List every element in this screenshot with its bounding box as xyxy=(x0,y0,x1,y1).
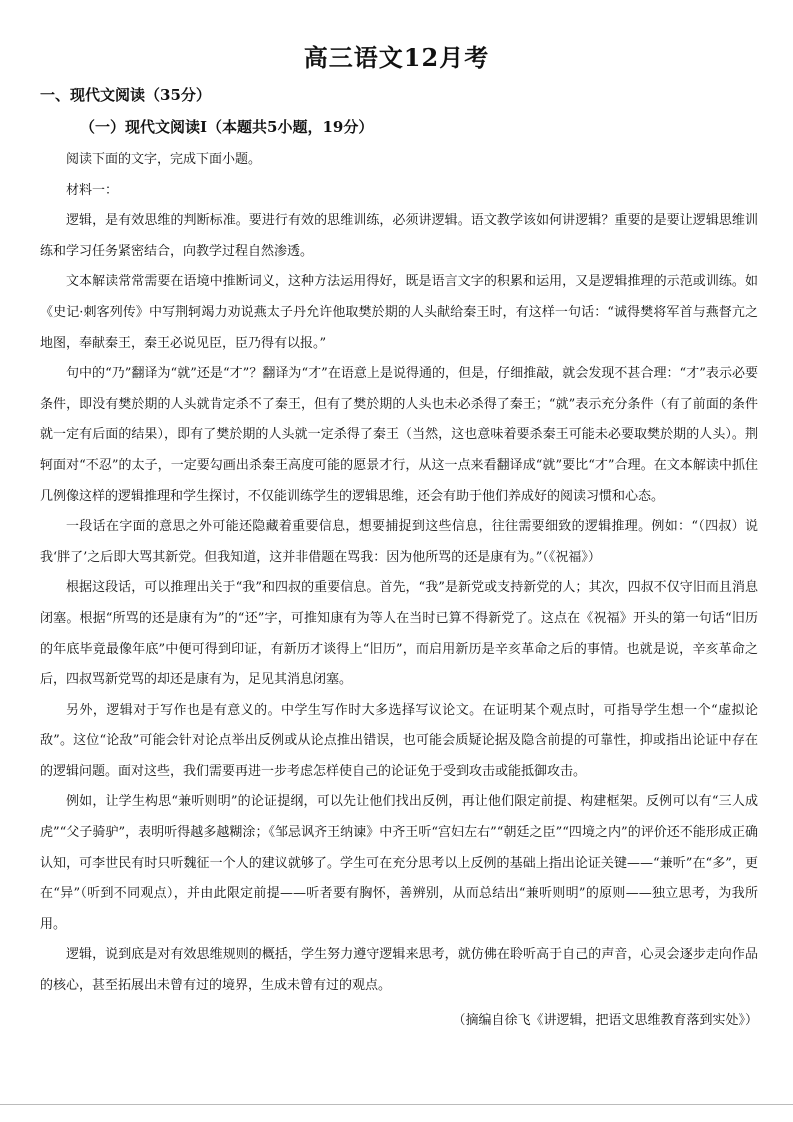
paragraph-4: 一段话在字面的意思之外可能还隐藏着重要信息，想要捕捉到这些信息，往往需要细致的逻辑推理。例如：“（四叔）说我‘胖了’之后即大骂其新党。但我知道，这并非借题在骂我：因为他所骂的还是康有为。”（《祝福》） xyxy=(40,519,758,565)
page-title: 高三语文12月考 xyxy=(303,43,490,72)
reading-passage xyxy=(40,145,758,1036)
footer-divider xyxy=(0,1104,793,1105)
paragraph-7: 例如，让学生构思“兼听则明”的论证提纲，可以先让他们找出反例，再让他们限定前提、构建框架。反例可以有“三人成虎”“父子骑驴”，表明听得越多越糊涂；《邹忌讽齐王纳谏》中齐王听“宫妇左右”“朝廷之臣”“四境之内”的评价还不能形成正确认知，可李世民有时只听魏征一个人的建议就够了。学生可在充分思考以上反例的基础上指出论证关键——“兼听”在“多”，更在“异”（听到不同观点），并由此限定前提——听者要有胸怀，善辨别，从而总结出“兼听则明”的原则——独立思考，为我所用。 xyxy=(40,794,758,932)
paragraph-2: 文本解读常常需要在语境中推断词义，这种方法运用得好，既是语言文字的积累和运用，又是逻辑推理的示范或训练。如《史记·刺客列传》中写荆轲竭力劝说燕太子丹允许他取樊於期的人头献给秦王时，有这样一句话：“诚得樊将军首与燕督亢之地图，奉献秦王，秦王必说见臣，臣乃得有以报。” xyxy=(40,274,758,351)
paragraph-5: 根据这段话，可以推理出关于“我”和四叔的重要信息。首先，“我”是新党或支持新党的人；其次，四叔不仅守旧而且消息闭塞。根据“所骂的还是康有为”的“还”字，可推知康有为等人在当时已算不得新党了。这点在《祝福》开头的第一句话“旧历的年底毕竟最像年底”中便可得到印证，有新历才谈得上“旧历”，而启用新历是辛亥革命之后的事情。也就是说，辛亥革命之后，四叔骂新党骂的却还是康有为，足见其消息闭塞。 xyxy=(40,580,758,688)
paragraph-8: 逻辑，说到底是对有效思维规则的概括，学生努力遵守逻辑来思考，就仿佛在聆听高于自己的声音，心灵会逐步走向作品的核心，甚至拓展出未曾有过的境界，生成未曾有过的观点。 xyxy=(40,947,758,994)
material-label: 材料一： xyxy=(66,182,119,198)
paragraph-1: 逻辑，是有效思维的判断标准。要进行有效的思维训练，必须讲逻辑。语文教学该如何讲逻辑？重要的是要让逻辑思维训练和学习任务紧密结合，向教学过程自然渗透。 xyxy=(40,213,758,259)
subsection-heading: （一）现代文阅读Ⅰ（本题共5小题，19分） xyxy=(80,118,374,136)
paragraph-3: 句中的“乃”翻译为“就”还是“才”？翻译为“才”在语意上是说得通的，但是，仔细推敲，就会发现不甚合理：“才”表示必要条件，即没有樊於期的人头就肯定杀不了秦王，但有了樊於期的人头也未必杀得了秦王；“就”表示充分条件（有了前面的条件就一定有后面的结果），即有了樊於期的人头就一定杀得了秦王（当然，这也意味着要杀秦王可能未必要取樊於期的人头）。荆轲面对“不忍”的太子，一定要勾画出杀秦王高度可能的愿景才行，从这一点来看翻译成“就”要比“才”合理。在文本解读中抓住几例像这样的逻辑推理和学生探讨，不仅能训练学生的逻辑思维，还会有助于他们养成好的阅读习惯和心态。 xyxy=(40,366,758,504)
instruction-text: 阅读下面的文字，完成下面小题。 xyxy=(66,152,262,167)
source-citation: （摘编自徐飞《讲逻辑，把语文思维教育落到实处》） xyxy=(452,1012,758,1028)
section-heading: 一、现代文阅读（35分） xyxy=(40,86,211,104)
paragraph-6: 另外，逻辑对于写作也是有意义的。中学生写作时大多选择写议论文。在证明某个观点时，可指导学生想一个“虚拟论敌”。这位“论敌”可能会针对论点举出反例或从论点推出错误，也可能会质疑论据及隐含前提的可靠性，抑或指出论证中存在的逻辑问题。面对这些，我们需要再进一步考虑怎样使自己的论证免于受到攻击或能抵御攻击。 xyxy=(40,702,758,779)
